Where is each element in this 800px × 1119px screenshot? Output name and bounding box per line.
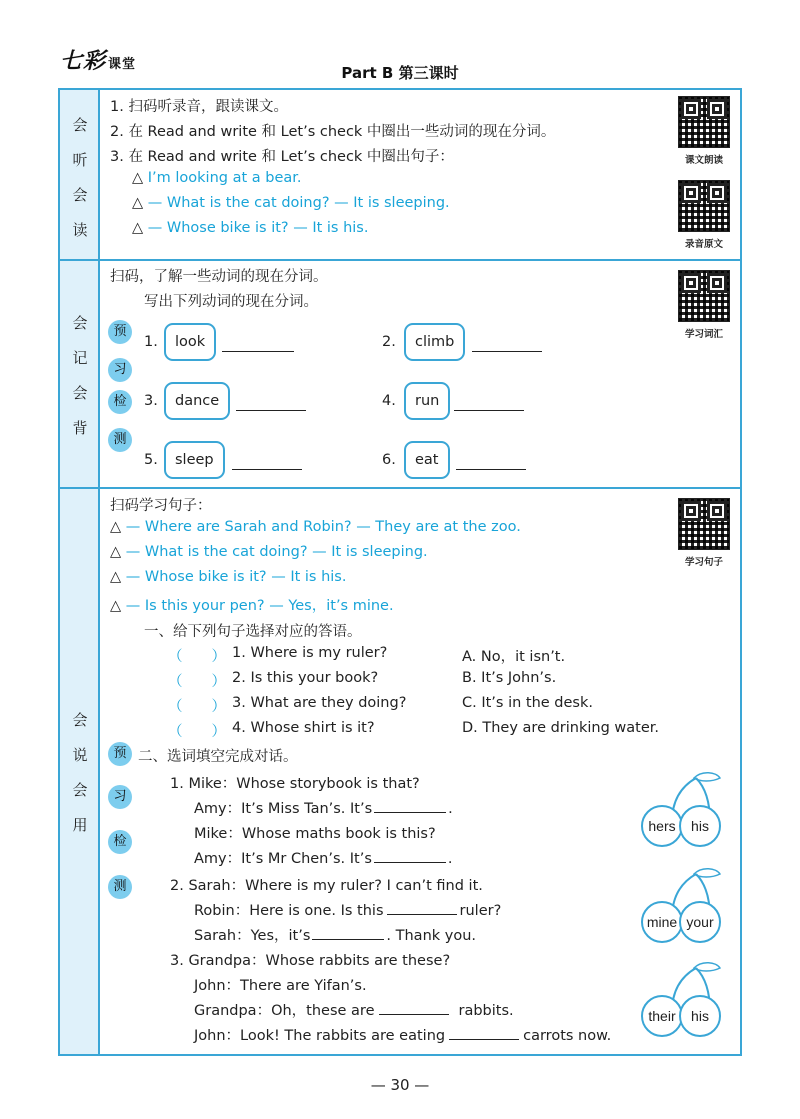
- page-title: Part B 第三课时: [341, 64, 459, 82]
- badge: 预: [108, 742, 132, 766]
- sentence: △ — Whose bike is it? — It is his.: [110, 569, 347, 585]
- dialogue-line: [194, 1024, 611, 1045]
- divider: [60, 487, 740, 489]
- dialogue-text: rabbits.: [458, 1003, 514, 1019]
- badge: 习: [108, 785, 132, 809]
- dialogue-line: [194, 924, 476, 945]
- sentence: △ — Whose bike is it? — It is his.: [132, 220, 369, 236]
- word-number: 3.: [144, 393, 158, 409]
- answer-blank[interactable]: [312, 939, 384, 940]
- section-intro: 扫码学习句子：: [110, 498, 212, 514]
- answer-blank[interactable]: [374, 812, 446, 813]
- word-box: eat: [404, 441, 450, 479]
- instruction-3: 3. 在 Read and write 和 Let’s check 中圈出句子：: [110, 149, 454, 165]
- section-label: 会: [72, 314, 88, 332]
- choice-word: his: [691, 1008, 709, 1024]
- dialogue-line: [194, 847, 452, 868]
- qr-caption: 课文朗读: [684, 155, 723, 166]
- sentence-text: — Whose bike is it? — It is his.: [147, 220, 369, 236]
- question: 2. Is this your book?: [232, 670, 379, 686]
- sentence: △ — What is the cat doing? — It is sleeping.: [110, 544, 428, 560]
- badge: 检: [108, 830, 132, 854]
- section-label: 背: [72, 419, 88, 437]
- dialogue-line: 2. Sarah：Where is my ruler? I can’t find it.: [170, 878, 483, 894]
- choice-word: hers: [648, 818, 676, 834]
- sentence-text: — Where are Sarah and Robin? — They are at the zoo.: [125, 519, 521, 535]
- sentence-text: — What is the cat doing? — It is sleeping.: [125, 544, 428, 560]
- dialogue-line: 3. Grandpa：Whose rabbits are these?: [170, 953, 451, 969]
- answer-blank[interactable]: [449, 1039, 519, 1040]
- answer-blank[interactable]: [472, 351, 542, 352]
- section-label: 会: [72, 384, 88, 402]
- qr-code-icon[interactable]: [678, 180, 730, 232]
- page-number: — 30 —: [370, 1076, 430, 1094]
- badge: 测: [108, 875, 132, 899]
- answer-blank[interactable]: [379, 1014, 449, 1015]
- sentence-text: I’m looking at a bear.: [147, 170, 302, 186]
- word-box: sleep: [164, 441, 225, 479]
- qr-caption: 录音原文: [684, 239, 723, 250]
- section-label: 用: [72, 816, 88, 834]
- answer-blank[interactable]: [454, 410, 524, 411]
- sentence: △ — What is the cat doing? — It is sleeping.: [132, 195, 450, 211]
- section-label: 听: [72, 151, 88, 169]
- dialogue-line: [194, 999, 514, 1020]
- badge: 测: [108, 428, 132, 452]
- section-label: 会: [72, 116, 88, 134]
- sentence: △ — Where are Sarah and Robin? — They are at the zoo.: [110, 519, 521, 535]
- answer-blank[interactable]: [222, 351, 294, 352]
- divider: [60, 259, 740, 261]
- answer-paren[interactable]: （ ）: [168, 674, 226, 690]
- answer-blank[interactable]: [456, 469, 526, 470]
- dialogue-line: [194, 797, 453, 818]
- brand-subtext: 课堂: [108, 57, 137, 72]
- answer-option: B. It’s John’s.: [462, 670, 557, 686]
- word-cherry-their-his: [638, 960, 742, 1042]
- word-number: 4.: [382, 393, 396, 409]
- dialogue-text: .: [447, 851, 453, 867]
- exercise-instruction: 写出下列动词的现在分词。: [144, 294, 318, 310]
- word-number: 1.: [144, 334, 158, 350]
- word-cherry-hers-his: [638, 770, 742, 852]
- answer-option: C. It’s in the desk.: [462, 695, 593, 711]
- answer-paren[interactable]: （ ）: [168, 649, 226, 665]
- dialogue-line: 1. Mike：Whose storybook is that?: [170, 776, 420, 792]
- qr-caption: 学习词汇: [684, 329, 723, 340]
- dialogue-text: Grandpa：Oh，these are: [194, 1003, 375, 1019]
- word-number: 6.: [382, 452, 396, 468]
- sentence: △ I’m looking at a bear.: [132, 170, 302, 186]
- answer-blank[interactable]: [232, 469, 302, 470]
- badge: 习: [108, 358, 132, 382]
- choice-word: their: [648, 1008, 676, 1024]
- answer-option: A. No，it isn’t.: [462, 649, 566, 665]
- instruction-1: 1. 扫码听录音，跟读课文。: [110, 99, 288, 115]
- section-label: 会: [72, 711, 88, 729]
- answer-paren[interactable]: （ ）: [168, 724, 226, 740]
- qr-code-icon[interactable]: [678, 498, 730, 550]
- dialogue-text: ruler?: [459, 903, 502, 919]
- answer-blank[interactable]: [387, 914, 457, 915]
- answer-blank[interactable]: [236, 410, 306, 411]
- sentence-text: — Is this your pen? — Yes，it’s mine.: [125, 598, 394, 614]
- dialogue-text: Amy：It’s Mr Chen’s. It’s: [194, 851, 372, 867]
- qr-caption: 学习句子: [684, 557, 723, 568]
- word-cherry-mine-your: [638, 866, 742, 948]
- dialogue-text: . Thank you.: [386, 928, 477, 944]
- sentence-text: — What is the cat doing? — It is sleeping.: [147, 195, 450, 211]
- dialogue-text: .: [448, 801, 453, 817]
- word-box: run: [404, 382, 450, 420]
- question: 4. Whose shirt is it?: [232, 720, 375, 736]
- section-label: 会: [72, 186, 88, 204]
- dialogue-line: Mike：Whose maths book is this?: [194, 826, 436, 842]
- dialogue-text: Sarah：Yes，it’s: [194, 928, 311, 944]
- part1-title: 一、给下列句子选择对应的答语。: [144, 624, 362, 640]
- dialogue-text: John：Look! The rabbits are eating: [194, 1028, 446, 1044]
- word-box: climb: [404, 323, 465, 361]
- qr-code-icon[interactable]: [678, 270, 730, 322]
- section-label: 会: [72, 781, 88, 799]
- choice-word: mine: [646, 914, 678, 930]
- dialogue-text: Robin：Here is one. Is this: [194, 903, 384, 919]
- dialogue-line: John：There are Yifan’s.: [194, 978, 367, 994]
- choice-word: your: [686, 914, 714, 930]
- instruction-2: 2. 在 Read and write 和 Let’s check 中圈出一些动词的现在分词。: [110, 124, 556, 140]
- answer-option: D. They are drinking water.: [462, 720, 660, 736]
- dialogue-text: Amy：It’s Miss Tan’s. It’s: [194, 801, 373, 817]
- word-number: 2.: [382, 334, 396, 350]
- word-box: dance: [164, 382, 230, 420]
- badge: 检: [108, 390, 132, 414]
- section-label: 记: [72, 349, 88, 367]
- dialogue-text: carrots now.: [523, 1028, 612, 1044]
- sentence-text: — Whose bike is it? — It is his.: [125, 569, 347, 585]
- dialogue-line: [194, 899, 501, 920]
- badge: 预: [108, 320, 132, 344]
- worksheet-frame: [58, 88, 742, 1056]
- word-number: 5.: [144, 452, 158, 468]
- section-label: 读: [72, 221, 88, 239]
- answer-paren[interactable]: （ ）: [168, 699, 226, 715]
- brand-text: 七彩: [60, 48, 107, 74]
- answer-blank[interactable]: [374, 862, 446, 863]
- question: 1. Where is my ruler?: [232, 645, 388, 661]
- part2-title: 二、选词填空完成对话。: [138, 749, 298, 765]
- question: 3. What are they doing?: [232, 695, 407, 711]
- qr-code-icon[interactable]: [678, 96, 730, 148]
- choice-word: his: [691, 818, 709, 834]
- word-box: look: [164, 323, 216, 361]
- section-label: 说: [72, 746, 88, 764]
- section-intro: 扫码，了解一些动词的现在分词。: [110, 269, 328, 285]
- sentence: △ — Is this your pen? — Yes，it’s mine.: [110, 598, 394, 614]
